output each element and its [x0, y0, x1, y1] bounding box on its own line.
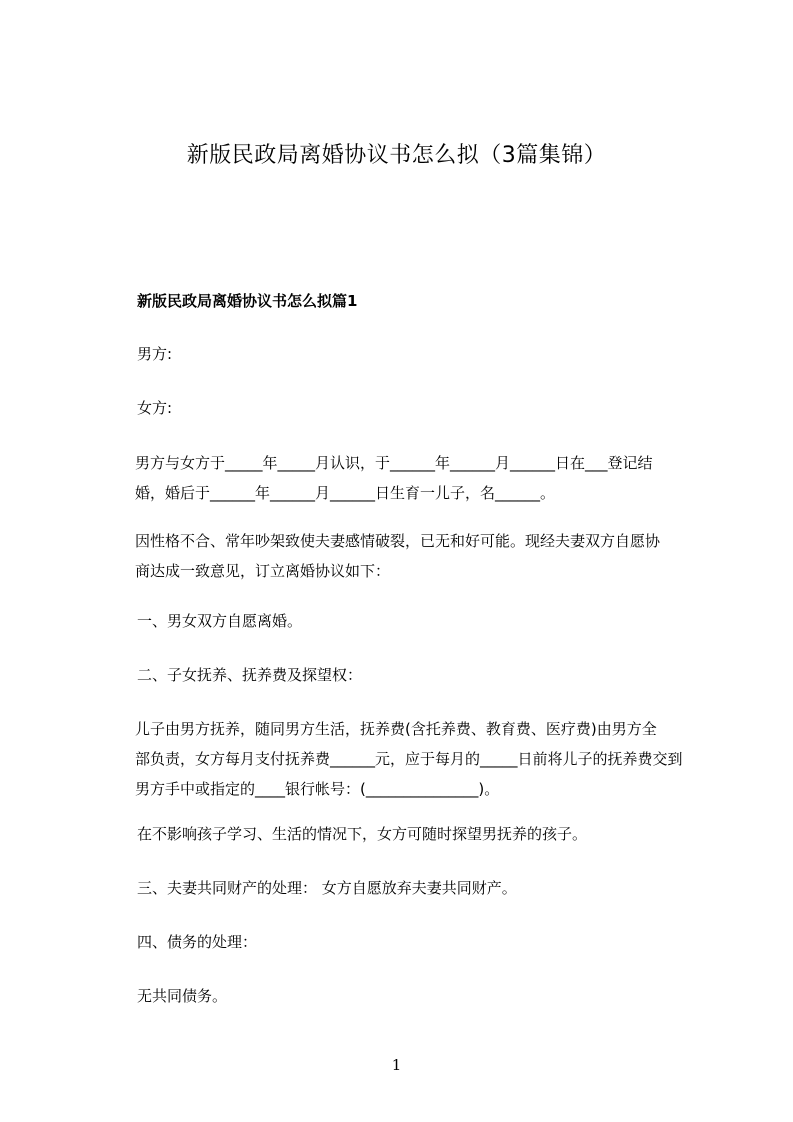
paragraph-line: 男方手中或指定的____银行帐号：(_______________)。 — [135, 780, 500, 798]
paragraph-line: 儿子由男方抚养，随同男方生活，抚养费(含托养费、教育费、医疗费)由男方全 — [135, 720, 657, 738]
paragraph-line: 商达成一致意见，订立离婚协议如下： — [135, 562, 391, 580]
clause-child-custody: 二、子女抚养、抚养费及探望权： — [137, 666, 363, 684]
paragraph-reason — [135, 526, 705, 586]
paragraph-line: 婚，婚后于______年______月______日生育一儿子，名______。 — [135, 484, 556, 502]
clause-divorce: 一、男女双方自愿离婚。 — [137, 612, 303, 630]
section-heading: 新版民政局离婚协议书怎么拟篇1 — [137, 292, 358, 310]
male-label: 男方: — [137, 345, 173, 363]
paragraph-line: 因性格不合、常年吵架致使夫妻感情破裂，已无和好可能。现经夫妻双方自愿协 — [135, 532, 661, 550]
paragraph-line: 男方与女方于_____年_____月认识，于______年______月______日在___登记结 — [135, 454, 653, 472]
page-number: 1 — [391, 1056, 402, 1074]
clause-property: 三、夫妻共同财产的处理： 女方自愿放弃夫妻共同财产。 — [137, 879, 517, 897]
no-debt-text: 无共同债务。 — [137, 987, 228, 1005]
paragraph-line: 部负责，女方每月支付抚养费______元，应于每月的_____日前将儿子的抚养费交到 — [135, 750, 683, 768]
visitation-text: 在不影响孩子学习、生活的情况下，女方可随时探望男抚养的孩子。 — [137, 825, 588, 843]
female-label: 女方: — [137, 399, 173, 417]
clause-debt: 四、债务的处理： — [137, 933, 258, 951]
paragraph-acquaintance — [135, 448, 705, 508]
document-title: 新版民政局离婚协议书怎么拟（3篇集锦） — [186, 143, 607, 168]
paragraph-child-support — [135, 714, 705, 804]
